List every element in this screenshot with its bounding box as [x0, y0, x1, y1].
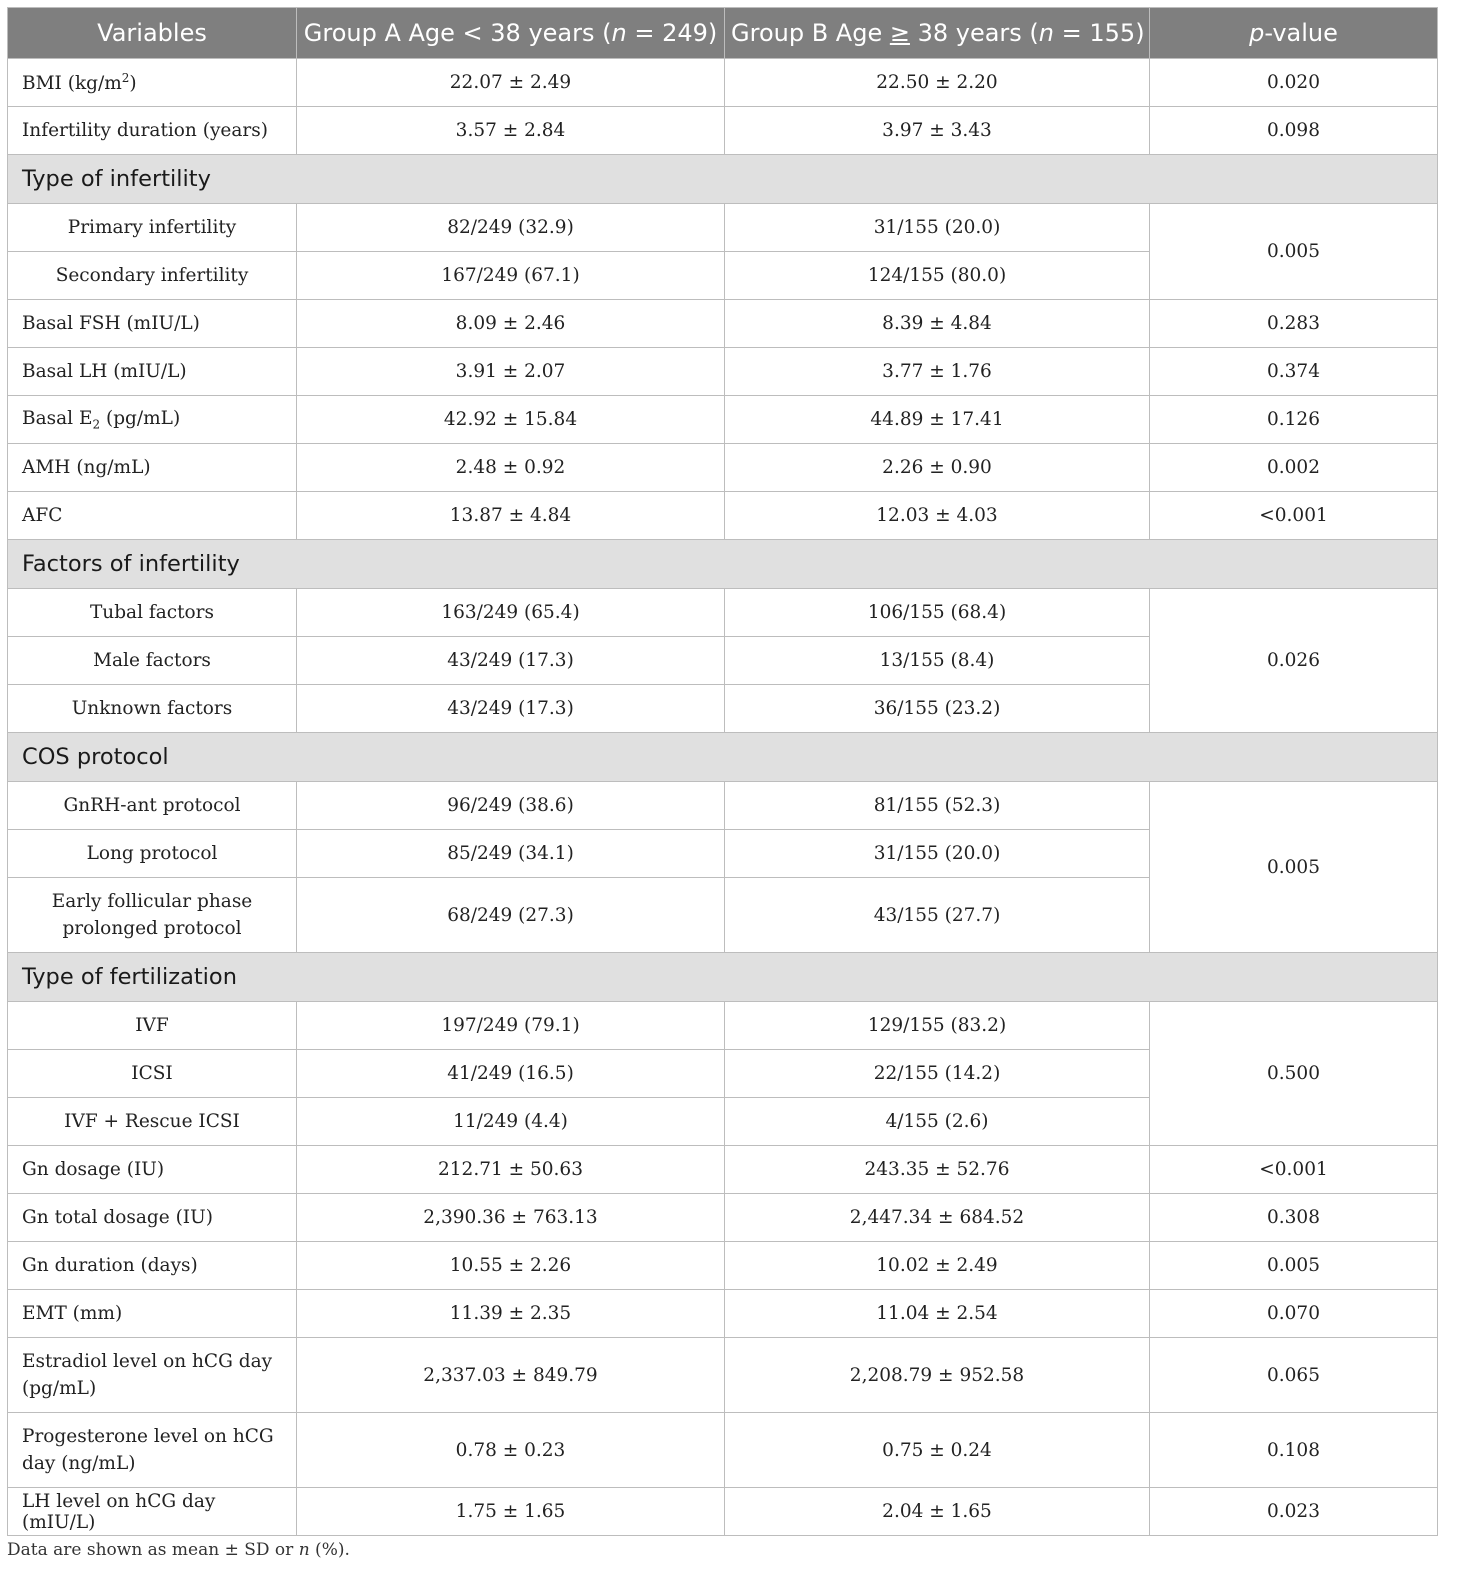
- row-label: Basal $E_2$ (pg/mL): [8, 396, 297, 444]
- p-value: 0.065: [1150, 1338, 1438, 1413]
- row-label: LH level on hCG day (mIU/L): [8, 1488, 297, 1536]
- group-a-value: 3.57 ± 2.84: [297, 107, 725, 155]
- group-a-value: 2,337.03 ± 849.79: [297, 1338, 725, 1413]
- group-a-value: 41/249 (16.5): [297, 1050, 725, 1098]
- section-row: [8, 953, 1438, 1002]
- group-b-value: 243.35 ± 52.76: [725, 1146, 1150, 1194]
- group-b-value: 12.03 ± 4.03: [725, 492, 1150, 540]
- p-value: 0.283: [1150, 300, 1438, 348]
- group-b-value: 13/155 (8.4): [725, 637, 1150, 685]
- section-row: [8, 540, 1438, 589]
- group-a-value: 13.87 ± 4.84: [297, 492, 725, 540]
- group-a-value: 96/249 (38.6): [297, 782, 725, 830]
- header-p-value: p-value: [1150, 8, 1438, 59]
- group-b-value: 10.02 ± 2.49: [725, 1242, 1150, 1290]
- row-label: AFC: [8, 492, 297, 540]
- row-label: Primary infertility: [8, 204, 297, 252]
- group-a-value: 11.39 ± 2.35: [297, 1290, 725, 1338]
- row-label: Male factors: [8, 637, 297, 685]
- group-a-value: 212.71 ± 50.63: [297, 1146, 725, 1194]
- group-a-value: 68/249 (27.3): [297, 878, 725, 953]
- group-b-value: 3.77 ± 1.76: [725, 348, 1150, 396]
- p-value: 0.374: [1150, 348, 1438, 396]
- header-group-a: Group A Age < 38 years (n = 249): [297, 8, 725, 59]
- row-label: Gn dosage (IU): [8, 1146, 297, 1194]
- table-row: [8, 1488, 1438, 1536]
- group-a-value: 197/249 (79.1): [297, 1002, 725, 1050]
- row-label: Gn duration (days): [8, 1242, 297, 1290]
- row-label: Estradiol level on hCG day (pg/mL): [8, 1338, 297, 1413]
- group-b-value: 81/155 (52.3): [725, 782, 1150, 830]
- p-value: 0.005: [1150, 782, 1438, 953]
- row-label: Basal LH (mIU/L): [8, 348, 297, 396]
- group-b-value: 43/155 (27.7): [725, 878, 1150, 953]
- table-row: [8, 396, 1438, 444]
- group-a-value: 3.91 ± 2.07: [297, 348, 725, 396]
- section-row: [8, 733, 1438, 782]
- table-row: [8, 492, 1438, 540]
- baseline-characteristics-table: [7, 7, 1438, 1536]
- table-row: [8, 1002, 1438, 1050]
- p-value: 0.005: [1150, 204, 1438, 300]
- group-b-value: 124/155 (80.0): [725, 252, 1150, 300]
- row-label: Early follicular phase prolonged protocol: [8, 878, 297, 953]
- row-label: BMI $(kg/m^2)$: [8, 59, 297, 107]
- header-variables: Variables: [8, 8, 297, 59]
- table-row: [8, 782, 1438, 830]
- p-value: 0.005: [1150, 1242, 1438, 1290]
- table-footnote: Data are shown as mean ± SD or n (%).: [7, 1540, 350, 1560]
- section-title: Type of infertility: [8, 155, 1438, 204]
- row-label: Gn total dosage (IU): [8, 1194, 297, 1242]
- group-a-value: 163/249 (65.4): [297, 589, 725, 637]
- p-value: 0.500: [1150, 1002, 1438, 1146]
- section-title: Factors of infertility: [8, 540, 1438, 589]
- group-b-value: 22.50 ± 2.20: [725, 59, 1150, 107]
- p-value: 0.108: [1150, 1413, 1438, 1488]
- group-a-value: 43/249 (17.3): [297, 685, 725, 733]
- group-a-value: 0.78 ± 0.23: [297, 1413, 725, 1488]
- row-label: ICSI: [8, 1050, 297, 1098]
- group-b-value: 129/155 (83.2): [725, 1002, 1150, 1050]
- table-row: [8, 1290, 1438, 1338]
- group-a-value: 8.09 ± 2.46: [297, 300, 725, 348]
- table-row: [8, 589, 1438, 637]
- row-label: Long protocol: [8, 830, 297, 878]
- section-row: [8, 155, 1438, 204]
- header-row: [8, 8, 1438, 59]
- row-label: EMT (mm): [8, 1290, 297, 1338]
- p-value: 0.098: [1150, 107, 1438, 155]
- group-b-value: 106/155 (68.4): [725, 589, 1150, 637]
- p-value: 0.023: [1150, 1488, 1438, 1536]
- group-a-value: 1.75 ± 1.65: [297, 1488, 725, 1536]
- row-label: Secondary infertility: [8, 252, 297, 300]
- group-b-value: 36/155 (23.2): [725, 685, 1150, 733]
- header-group-b: Group B Age ≥ 38 years (n = 155): [725, 8, 1150, 59]
- section-title: COS protocol: [8, 733, 1438, 782]
- p-value: 0.070: [1150, 1290, 1438, 1338]
- group-a-value: 10.55 ± 2.26: [297, 1242, 725, 1290]
- table-row: [8, 1194, 1438, 1242]
- table-row: [8, 1146, 1438, 1194]
- group-b-value: 4/155 (2.6): [725, 1098, 1150, 1146]
- row-label: Basal FSH (mIU/L): [8, 300, 297, 348]
- group-b-value: 11.04 ± 2.54: [725, 1290, 1150, 1338]
- group-a-value: 42.92 ± 15.84: [297, 396, 725, 444]
- table-row: [8, 204, 1438, 252]
- p-value: 0.020: [1150, 59, 1438, 107]
- table-row: [8, 59, 1438, 107]
- group-b-value: 2.04 ± 1.65: [725, 1488, 1150, 1536]
- row-label: Unknown factors: [8, 685, 297, 733]
- table-row: [8, 1413, 1438, 1488]
- p-value: 0.002: [1150, 444, 1438, 492]
- p-value: <0.001: [1150, 492, 1438, 540]
- row-label: AMH (ng/mL): [8, 444, 297, 492]
- group-a-value: 82/249 (32.9): [297, 204, 725, 252]
- group-b-value: 31/155 (20.0): [725, 830, 1150, 878]
- group-b-value: 22/155 (14.2): [725, 1050, 1150, 1098]
- group-a-value: 43/249 (17.3): [297, 637, 725, 685]
- table-row: [8, 348, 1438, 396]
- group-a-value: 2.48 ± 0.92: [297, 444, 725, 492]
- group-b-value: 2.26 ± 0.90: [725, 444, 1150, 492]
- p-value: 0.308: [1150, 1194, 1438, 1242]
- row-label: IVF: [8, 1002, 297, 1050]
- p-value: 0.126: [1150, 396, 1438, 444]
- group-a-value: 11/249 (4.4): [297, 1098, 725, 1146]
- group-a-value: 2,390.36 ± 763.13: [297, 1194, 725, 1242]
- section-title: Type of fertilization: [8, 953, 1438, 1002]
- group-a-value: 85/249 (34.1): [297, 830, 725, 878]
- table-row: [8, 444, 1438, 492]
- group-b-value: 0.75 ± 0.24: [725, 1413, 1150, 1488]
- table-row: [8, 1242, 1438, 1290]
- table-row: [8, 300, 1438, 348]
- row-label: Infertility duration (years): [8, 107, 297, 155]
- group-b-value: 31/155 (20.0): [725, 204, 1150, 252]
- group-b-value: 2,447.34 ± 684.52: [725, 1194, 1150, 1242]
- group-a-value: 167/249 (67.1): [297, 252, 725, 300]
- p-value: 0.026: [1150, 589, 1438, 733]
- p-value: <0.001: [1150, 1146, 1438, 1194]
- row-label: GnRH-ant protocol: [8, 782, 297, 830]
- row-label: Tubal factors: [8, 589, 297, 637]
- table-row: [8, 107, 1438, 155]
- group-b-value: 8.39 ± 4.84: [725, 300, 1150, 348]
- table-row: [8, 1338, 1438, 1413]
- row-label: IVF + Rescue ICSI: [8, 1098, 297, 1146]
- group-a-value: 22.07 ± 2.49: [297, 59, 725, 107]
- group-b-value: 3.97 ± 3.43: [725, 107, 1150, 155]
- group-b-value: 44.89 ± 17.41: [725, 396, 1150, 444]
- group-b-value: 2,208.79 ± 952.58: [725, 1338, 1150, 1413]
- row-label: Progesterone level on hCG day (ng/mL): [8, 1413, 297, 1488]
